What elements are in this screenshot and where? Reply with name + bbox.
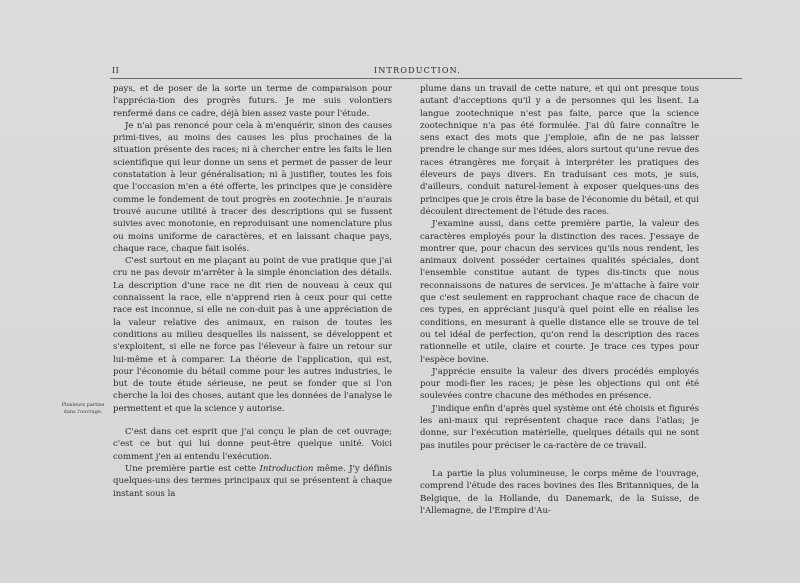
header-rule xyxy=(110,78,742,79)
paragraph: C'est dans cet esprit que j'ai conçu le plan de cet ouvrage; c'est ce but qui lui donne peut-être quelque unité. Voici comment j'en ai entendu l'exécution. xyxy=(113,427,392,462)
left-column xyxy=(113,83,392,500)
right-column xyxy=(420,83,699,517)
paragraph: plume dans un travail de cette nature, et qui ont presque tous autant d'acceptions qu'il y a de personnes qui les lisent. La langue zootechnique n'est pas faite, parce que la science zootechnique n'a pas été formulée. J'ai dû faire connaître le sens exact des mots que j'emploie, afin de ne pas laisser prendre le change sur mes idées, alors surtout qu'une revue des races étrangères me forçait à interpréter les pratiques des éleveurs de pays divers. En traduisant ces mots, je suis, d'ailleurs, conduit naturel-lement à exposer quelques-uns des principes que je crois être la base de l'économie du bétail, et qui découlent directement de l'étude des races. xyxy=(420,84,699,217)
paragraph xyxy=(113,463,392,500)
running-head: INTRODUCTION. xyxy=(374,66,462,75)
margin-note: Plusieurs parties dans l'ouvrage. xyxy=(61,402,105,415)
paragraph: J'indique enfin d'après quel système ont été choisis et figurés les ani-maux qui représentent chaque race dans l'atlas; je donne, sur l'exécution matérielle, quelques détails qui ne sont pas inutiles pour préciser le ca-ractère de ce travail. xyxy=(420,403,699,451)
paragraph: La partie la plus volumineuse, le corps même de l'ouvrage, comprend l'étude des races bovines des Iles Britanniques, de la Belgique, de la Hollande, du Danemark, de la Suisse, de l'Allemagne, de l'Empire d'Au- xyxy=(420,468,699,516)
italic-title: Introduction xyxy=(259,463,314,474)
paragraph: J'examine aussi, dans cette première partie, la valeur des caractères employés pour la distinction des races. J'essaye de montrer que, pour chacun des services qu'ils nous rendent, les animaux doivent posséder certaines qualités spéciales, dont l'ensemble constitue autant de types dis-tincts que nous reconnaissons de natures de services. Je m'attache à faire voir que c'est seulement en rapprochant chaque race de chacun de ces types, en appréciant jusqu'à quel point elle en réalise les conditions, en mesurant à quelle distance elle se trouve de tel ou tel idéal de perfection, qu'on rend la description des races rationnelle et utile, claire et courte. Je trace ces types pour l'espèce bovine. xyxy=(420,219,699,365)
paragraph: pays, et de poser de la sorte un terme de comparaison pour l'apprécia-tion des progrès futurs. Je me suis volontiers renfermé dans ce cadre, déjà bien assez vaste pour l'étude. xyxy=(113,84,392,119)
text-run: Une première partie est cette xyxy=(125,463,260,474)
paragraph: C'est surtout en me plaçant au point de vue pratique que j'ai cru ne pas devoir m'arrêter à la simple énonciation des détails. La description d'une race ne dit rien de nouveau à ceux qui connaissent la race, elle n'apprend rien à ceux pour qui cette race est inconnue, si elle ne con-duit pas à une appréciation de la valeur relative des animaux, en raison de toutes les conditions au milieu desquelles ils naissent, se développent et s'exploitent, si elle ne force pas l'éleveur à faire un retour sur lui-même et à comparer. La théorie de l'application, qui est, pour l'économie du bétail comme pour les autres industries, le but de toute étude sérieuse, ne peut se fonder que si l'on cherche la loi des choses, autant que les données de l'analyse le permettent et que la science y autorise. xyxy=(113,256,392,414)
paragraph: J'apprécie ensuite la valeur des divers procédés employés pour modi-fier les races; je pèse les objections qui ont été soulevées contre chacune des méthodes en présence. xyxy=(420,366,699,402)
paragraph: Je n'ai pas renoncé pour cela à m'enquérir, sinon des causes primi-tives, au moins des causes les plus prochaines de la situation présente des races; ni à chercher entre les faits le lien scientifique qui leur donne un sens et permet de passer de leur constatation à leur généralisation; ni à justifier, toutes les fois que l'occasion m'en a été offerte, les principes que je considère comme le fondement de tout progrès en zootechnie. Je n'aurais trouvé aucune utilité à tracer des descriptions qui se fussent suivies avec monotonie, en reproduisant une nomenclature plus ou moins uniforme de caractères, et en laissant chaque pays, chaque race, chaque fait isolés. xyxy=(113,120,392,254)
text-run: même. J'y définis quelques-uns des termes principaux qui se présentent à chaque instant sous la xyxy=(113,463,392,499)
page-number: II xyxy=(112,66,120,75)
